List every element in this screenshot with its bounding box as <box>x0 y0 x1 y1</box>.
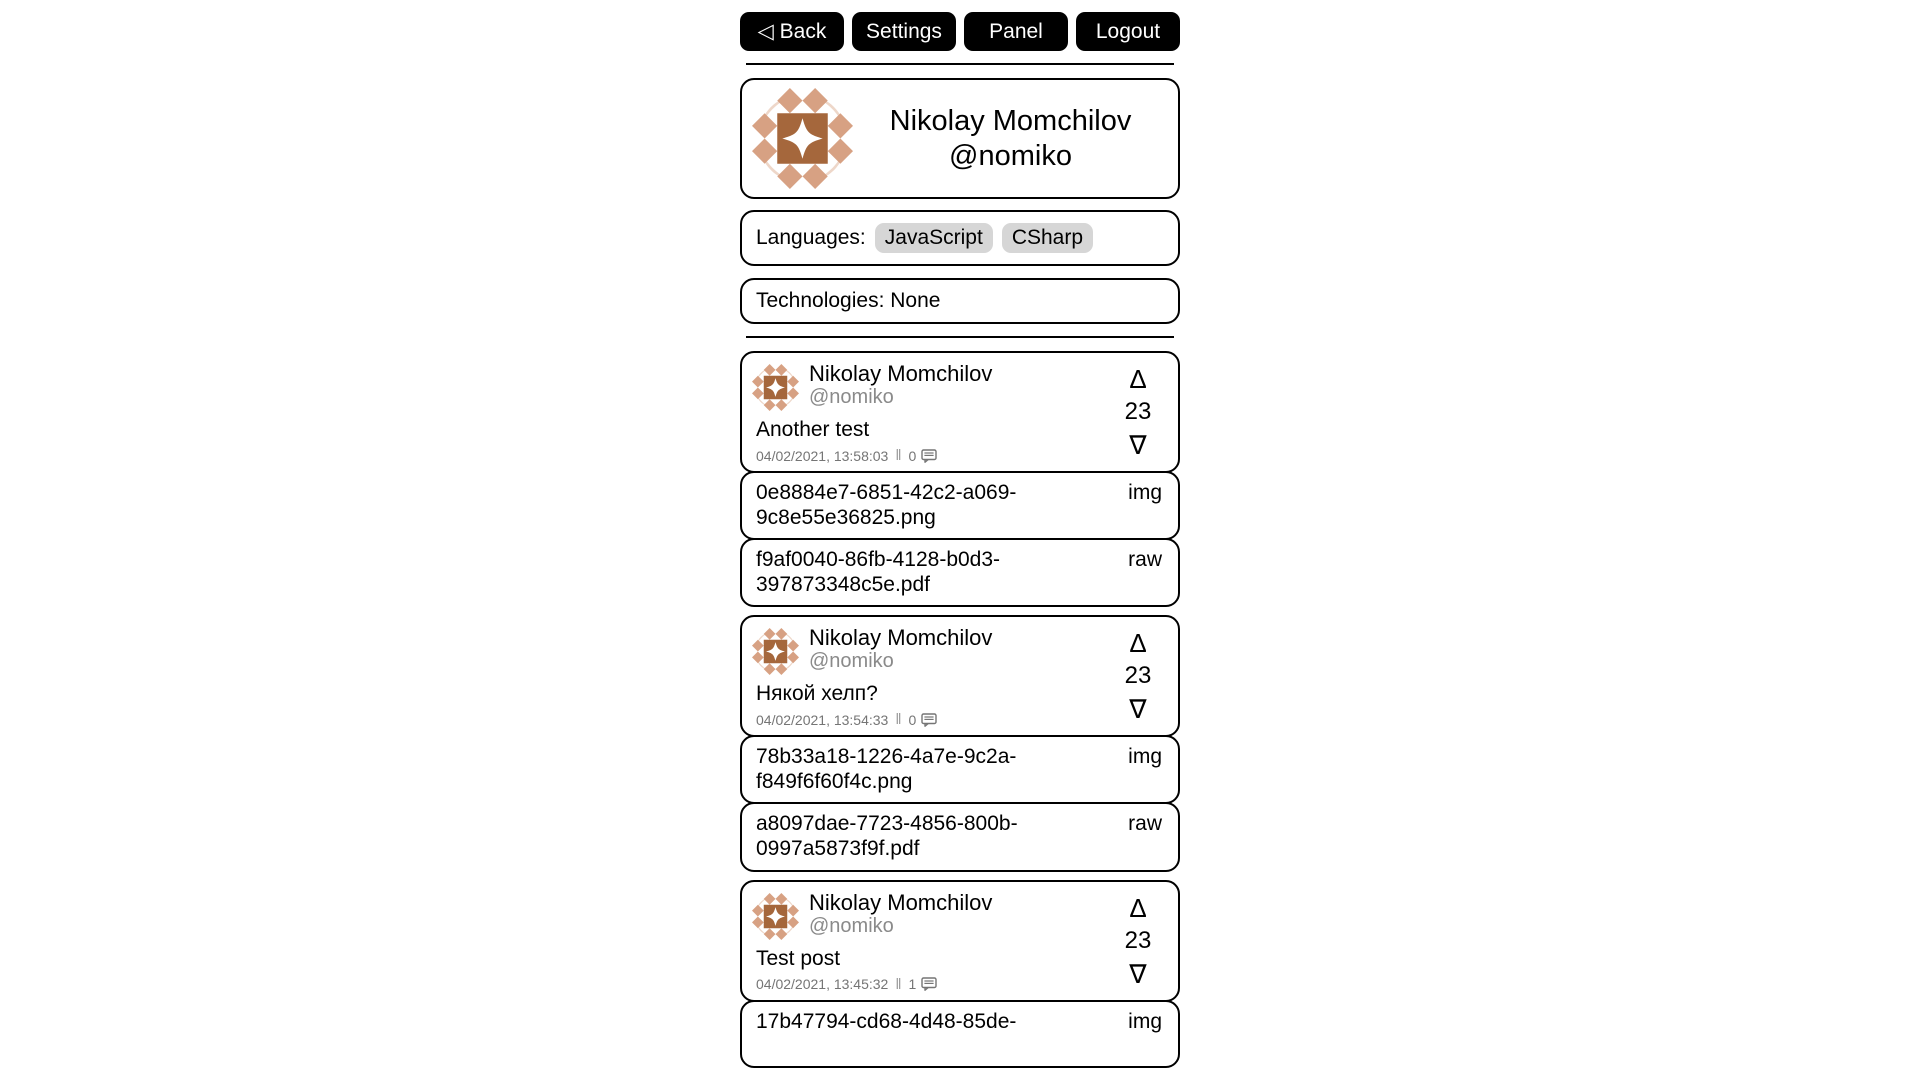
attachment-type-label: img <box>1128 481 1162 504</box>
post-author-handle: @nomiko <box>809 914 894 937</box>
logout-button[interactable]: Logout <box>1076 12 1180 51</box>
downvote-button[interactable]: ∇ <box>1129 430 1147 460</box>
meta-separator: ‖ <box>895 975 902 993</box>
downvote-button[interactable]: ∇ <box>1129 694 1147 725</box>
page <box>740 0 1180 1068</box>
attachment-type-label: img <box>1128 745 1162 769</box>
post-author-row <box>752 891 1116 940</box>
post-author-avatar <box>752 628 799 675</box>
vote-column <box>1116 362 1160 464</box>
attachments-list <box>740 735 1180 871</box>
post-timestamp: 04/02/2021, 13:45:32 <box>756 976 889 992</box>
comment-count: 0 <box>908 447 917 464</box>
profile-names <box>853 104 1168 172</box>
post-title[interactable]: Another test <box>756 418 870 441</box>
divider-posts <box>746 336 1174 338</box>
language-badge-javascript: JavaScript <box>875 223 993 253</box>
posts-list <box>740 351 1180 1068</box>
attachment-filename: 78b33a18-1226-4a7e-9c2a-f849f6f60f4c.png <box>756 745 1017 793</box>
technologies-card <box>740 278 1180 324</box>
post-header <box>740 880 1180 1002</box>
attachment-row[interactable] <box>740 471 1180 540</box>
post-timestamp: 04/02/2021, 13:58:03 <box>756 447 889 464</box>
post-author-handle: @nomiko <box>809 386 894 409</box>
comment-icon <box>921 713 937 727</box>
technologies-label: Technologies: None <box>756 289 941 312</box>
profile-handle: @nomiko <box>949 139 1072 172</box>
comment-count: 0 <box>908 711 917 728</box>
vote-score: 23 <box>1124 662 1152 690</box>
panel-button[interactable]: Panel <box>964 12 1068 51</box>
post-author-names <box>809 626 992 673</box>
attachment-row[interactable] <box>740 1000 1180 1068</box>
vote-score: 23 <box>1124 926 1152 954</box>
attachment-filename: f9af0040-86fb-4128-b0d3-397873348c5e.pdf <box>756 548 1001 596</box>
post-author-handle: @nomiko <box>809 650 894 673</box>
downvote-button[interactable]: ∇ <box>1129 958 1147 989</box>
attachment-filename: 0e8884e7-6851-42c2-a069-9c8e55e36825.png <box>756 481 1017 529</box>
post-main <box>752 626 1116 728</box>
languages-label: Languages: <box>756 226 866 249</box>
attachment-type-label: raw <box>1128 812 1162 836</box>
post-main <box>752 891 1116 993</box>
vote-column <box>1116 891 1160 993</box>
post-author-name: Nikolay Momchilov <box>809 361 993 386</box>
post-meta <box>752 711 1116 728</box>
post-main <box>752 362 1116 464</box>
profile-name: Nikolay Momchilov <box>889 105 1132 138</box>
divider-top <box>746 63 1174 65</box>
post-author-names <box>809 362 992 409</box>
post-author-row <box>752 626 1116 675</box>
back-button[interactable]: ◁ Back <box>740 12 844 51</box>
post-meta <box>752 447 1116 464</box>
profile-card <box>740 78 1180 199</box>
vote-score: 23 <box>1124 398 1152 425</box>
post-card <box>740 880 1180 1068</box>
upvote-button[interactable]: Δ <box>1129 628 1147 659</box>
post-author-row <box>752 362 1116 411</box>
post-card <box>740 615 1180 871</box>
language-badge-csharp: CSharp <box>1002 223 1093 253</box>
meta-separator: ‖ <box>895 447 902 464</box>
attachment-row[interactable] <box>740 802 1180 871</box>
post-meta <box>752 976 1116 993</box>
attachment-row[interactable] <box>740 735 1180 804</box>
meta-separator: ‖ <box>895 711 902 729</box>
profile-avatar <box>752 88 853 189</box>
upvote-button[interactable]: Δ <box>1129 892 1147 923</box>
post-title[interactable]: Test post <box>756 946 841 970</box>
settings-button[interactable]: Settings <box>852 12 956 51</box>
upvote-button[interactable]: Δ <box>1129 364 1147 394</box>
attachment-row[interactable] <box>740 538 1180 607</box>
attachments-list <box>740 1000 1180 1068</box>
comment-icon <box>921 977 937 991</box>
post-author-avatar <box>752 364 799 411</box>
attachment-type-label: img <box>1128 1009 1162 1033</box>
post-author-avatar <box>752 893 799 940</box>
comment-icon <box>921 449 937 463</box>
attachment-filename: 17b47794-cd68-4d48-85de- <box>756 1009 1017 1033</box>
post-card <box>740 351 1180 607</box>
comment-count: 1 <box>908 976 917 992</box>
toolbar <box>740 12 1180 51</box>
attachment-filename: a8097dae-7723-4856-800b-0997a5873f9f.pdf <box>756 812 1018 860</box>
vote-column <box>1116 626 1160 728</box>
post-header <box>740 615 1180 737</box>
post-timestamp: 04/02/2021, 13:54:33 <box>756 711 889 728</box>
post-title[interactable]: Някой хелп? <box>756 682 878 706</box>
attachments-list <box>740 471 1180 607</box>
attachment-type-label: raw <box>1128 548 1162 572</box>
post-author-names <box>809 891 992 938</box>
post-author-name: Nikolay Momchilov <box>809 625 993 651</box>
post-header <box>740 351 1180 473</box>
post-author-name: Nikolay Momchilov <box>809 889 993 915</box>
languages-card <box>740 210 1180 266</box>
